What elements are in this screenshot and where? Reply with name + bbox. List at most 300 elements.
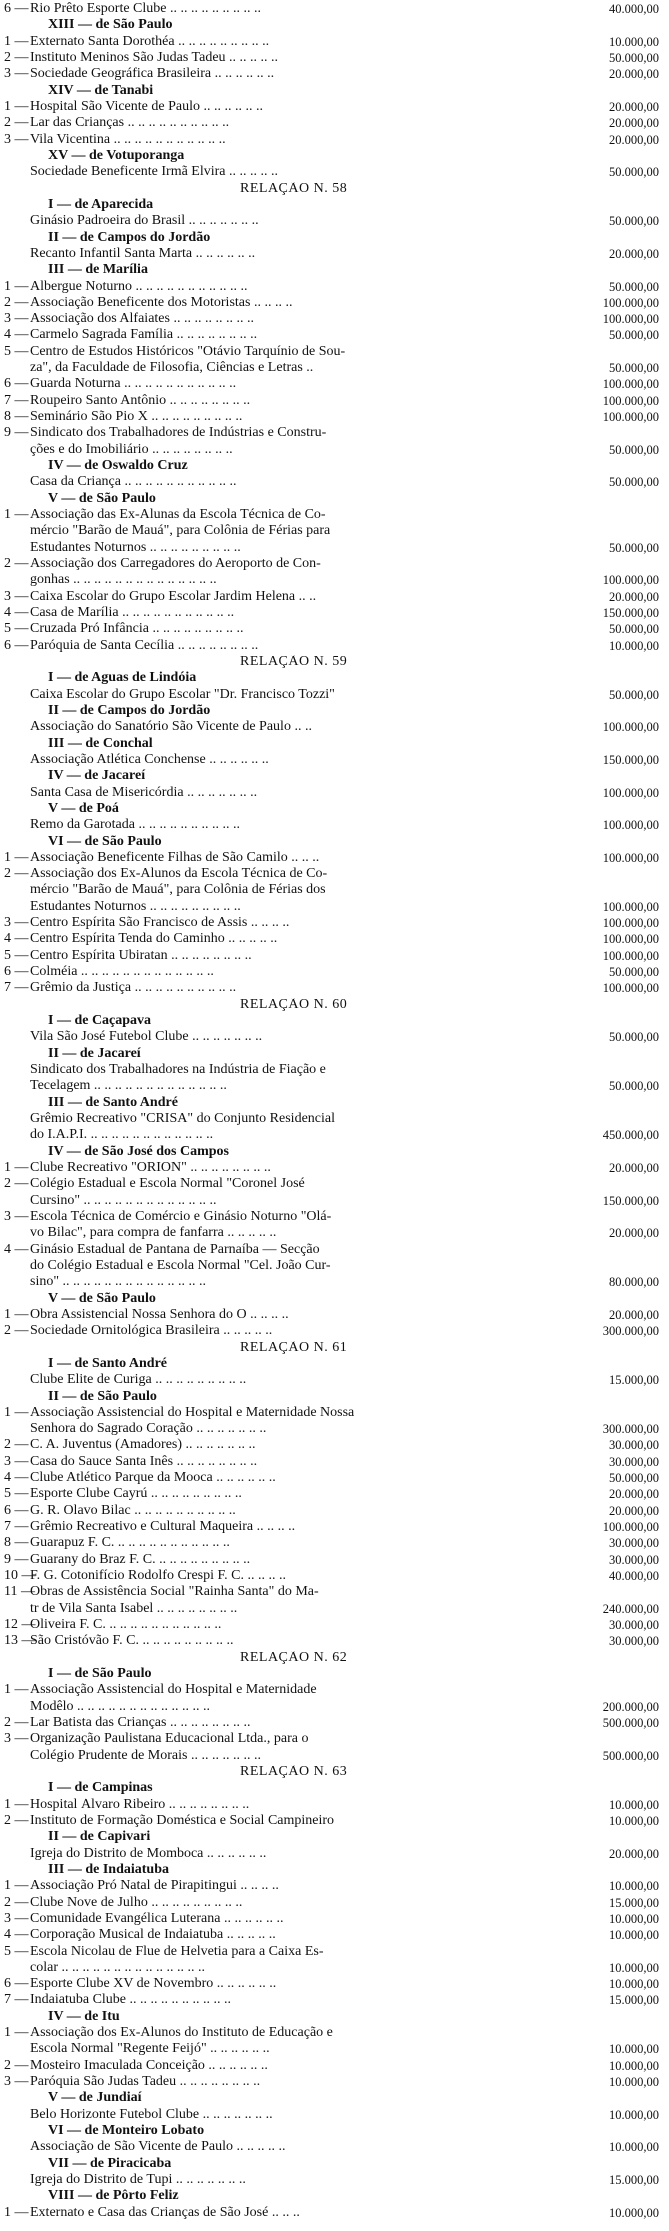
list-item [0, 1553, 669, 1567]
entity-name: Tecelagem .. .. .. .. .. .. .. .. .. .. .. .. .. [30, 1079, 227, 1094]
item-number: 3 — [4, 589, 29, 604]
amount-value: 10.000,00 [609, 2205, 659, 2220]
municipality-heading: IV — de Itu [48, 2009, 120, 2024]
item-number: 7 — [4, 981, 29, 996]
entity-name: Indaiatuba Clube .. .. .. .. .. .. .. .. .. .. [30, 1993, 232, 2008]
amount-value: 50.000,00 [609, 328, 659, 343]
municipality-heading: I — de Aguas de Lindóia [48, 671, 197, 686]
list-item [0, 1177, 669, 1191]
list-item [0, 1487, 669, 1501]
amount-value: 10.000,00 [609, 2042, 659, 2057]
amount-value: 20.000,00 [609, 116, 659, 131]
relation-heading [0, 998, 669, 1012]
list-item-continuation [0, 1961, 669, 1975]
list-item [0, 2108, 669, 2122]
entity-name: do Colégio Estadual e Escola Normal "Cel. João Cur- [30, 1258, 331, 1273]
list-item [0, 1210, 669, 1224]
amount-value: 20.000,00 [609, 1160, 659, 1175]
amount-value: 50.000,00 [609, 1079, 659, 1094]
amount-value: 10.000,00 [609, 2107, 659, 2122]
item-number: 3 — [4, 1209, 29, 1224]
entity-name: Seminário São Pio X .. .. .. .. .. .. .. .. .. [30, 410, 243, 425]
item-number: 2 — [4, 1715, 29, 1730]
list-item [0, 165, 669, 179]
entity-name: Clube Recreativo "ORION" .. .. .. .. .. .. .. .. [30, 1160, 271, 1175]
relation-title: RELAÇÃO N. 59 [240, 654, 348, 669]
entity-name: Associação Beneficente dos Motoristas .. .. .. .. [30, 295, 293, 310]
municipality-heading: VII — de Piracicaba [48, 2156, 172, 2171]
entity-name: Escola Técnica de Comércio e Ginásio Noturno "Olá- [30, 1209, 332, 1224]
list-item [0, 1030, 669, 1044]
entity-name: Sociedade Beneficente Irmã Elvira .. .. .. .. .. [30, 165, 279, 180]
list-item-continuation [0, 1259, 669, 1273]
amount-value: 10.000,00 [609, 34, 659, 49]
entity-name: Obras de Assistência Social "Rainha Santa" do Ma- [30, 1585, 319, 1600]
list-item [0, 949, 669, 963]
entity-name: Centro Espírita São Francisco de Assis .. .. .. .. [30, 916, 290, 931]
list-item-continuation [0, 1749, 669, 1763]
list-item [0, 100, 669, 114]
amount-value: 50.000,00 [609, 475, 659, 490]
amount-value: 100.000,00 [602, 410, 659, 425]
item-number: 1 — [4, 1405, 29, 1420]
list-item [0, 394, 669, 408]
list-item-continuation [0, 1602, 669, 1616]
list-item [0, 508, 669, 522]
list-item [0, 2075, 669, 2089]
amount-value: 10.000,00 [609, 1879, 659, 1894]
entity-name: Associação do Sanatório São Vicente de Paulo .. .. [30, 720, 312, 735]
section-heading [0, 2010, 669, 2024]
item-number: 1 — [4, 1879, 29, 1894]
list-item [0, 916, 669, 930]
entity-name: G. R. Olavo Bilac .. .. .. .. .. .. .. .. .. .. [30, 1503, 236, 1518]
list-item-continuation [0, 883, 669, 897]
list-item [0, 720, 669, 734]
entity-name: Clube Elite de Curiga .. .. .. .. .. .. .. .. .. [30, 1373, 247, 1388]
list-item-continuation [0, 900, 669, 914]
entity-name: Escola Normal "Regente Feijó" .. .. .. .. .. .. [30, 2042, 270, 2057]
entity-name: za", da Faculdade de Filosofia, Ciências e Letras .. [30, 361, 314, 376]
list-item [0, 280, 669, 294]
amount-value: 100.000,00 [602, 785, 659, 800]
item-number: 10 — [4, 1569, 36, 1584]
entity-name: Instituto de Formação Doméstica e Social Campineiro [30, 1813, 335, 1828]
entity-name: Associação Pró Natal de Pirapitingui .. .. .. .. [30, 1879, 279, 1894]
municipality-heading: VI — de Monteiro Lobato [48, 2124, 205, 2139]
item-number: 6 — [4, 377, 29, 392]
item-number: 2 — [4, 50, 29, 65]
amount-value: 20.000,00 [609, 1226, 659, 1241]
section-heading [0, 18, 669, 32]
item-number: 13 — [4, 1634, 36, 1649]
list-item [0, 688, 669, 702]
amount-value: 30.000,00 [609, 1536, 659, 1551]
entity-name: sino" .. .. .. .. .. .. .. .. .. .. .. .. .. .. [30, 1275, 207, 1290]
amount-value: 20.000,00 [609, 99, 659, 114]
amount-value: 300.000,00 [602, 1324, 659, 1339]
list-item [0, 1879, 669, 1893]
entity-name: ções e do Imobiliário .. .. .. .. .. .. .. .. [30, 442, 233, 457]
municipality-heading: III — de Conchal [48, 736, 153, 751]
list-item [0, 1569, 669, 1583]
section-heading [0, 149, 669, 163]
municipality-heading: IV — de Jacareí [48, 769, 146, 784]
municipality-heading: II — de Jacareí [48, 1046, 141, 1061]
amount-value: 150.000,00 [602, 605, 659, 620]
list-item [0, 1683, 669, 1697]
item-number: 8 — [4, 410, 29, 425]
amount-value: 50.000,00 [609, 540, 659, 555]
item-number: 1 — [4, 34, 29, 49]
item-number: 1 — [4, 1160, 29, 1175]
amount-value: 150.000,00 [602, 1193, 659, 1208]
amount-value: 50.000,00 [609, 279, 659, 294]
item-number: 2 — [4, 116, 29, 131]
municipality-heading: II — de Campos do Jordão [48, 230, 211, 245]
item-number: 2 — [4, 2058, 29, 2073]
entity-name: Associação dos Ex-Alunos da Escola Técnica de Co- [30, 867, 328, 882]
list-item-continuation [0, 1422, 669, 1436]
entity-name: Lar das Crianças .. .. .. .. .. .. .. .. .. .. [30, 116, 230, 131]
section-heading [0, 1292, 669, 1306]
entity-name: Organização Paulistana Educacional Ltda., para o [30, 1732, 309, 1747]
amount-value: 10.000,00 [609, 1960, 659, 1975]
item-number: 2 — [4, 1813, 29, 1828]
entity-name: Centro de Estudos Históricos "Otávio Tarquínio de Sou- [30, 344, 346, 359]
section-heading [0, 1390, 669, 1404]
relation-heading [0, 1651, 669, 1665]
entity-name: Obra Assistencial Nossa Senhora do Ó .. .. .. .. [30, 1307, 289, 1322]
list-item [0, 1373, 669, 1387]
entity-name: Esporte Clube XV de Novembro .. .. .. .. .. .. [30, 1977, 277, 1992]
list-item [0, 410, 669, 424]
entity-name: Escola Nicolau de Flue de Helvetia para a Caixa Es- [30, 1944, 324, 1959]
amount-value: 150.000,00 [602, 752, 659, 767]
amount-value: 20.000,00 [609, 132, 659, 147]
relation-title: RELAÇÃO N. 60 [240, 997, 348, 1012]
municipality-heading: I — de Caçapava [48, 1014, 152, 1029]
entity-name: Associação Beneficente Filhas de São Camilo .. .. .. [30, 850, 320, 865]
entity-name: Instituto Meninos São Judas Tadeu .. .. .. .. .. [30, 50, 279, 65]
amount-value: 30.000,00 [609, 1552, 659, 1567]
relation-title: RELAÇÃO N. 58 [240, 181, 348, 196]
municipality-heading: II — de Capivari [48, 1830, 151, 1845]
list-item [0, 1324, 669, 1338]
municipality-heading: III — de Marília [48, 263, 148, 278]
section-heading [0, 2091, 669, 2105]
entity-name: Senhora do Sagrado Coração .. .. .. .. .. .. .. [30, 1422, 267, 1437]
municipality-heading: V — de Jundiaí [48, 2091, 142, 2106]
item-number: 9 — [4, 426, 29, 441]
entity-name: F. G. Cotonifício Rodolfo Crespi F. C. .. .. .. .. [30, 1569, 286, 1584]
list-item [0, 1406, 669, 1420]
entity-name: Santa Casa de Misericórdia .. .. .. .. .. .. .. [30, 785, 258, 800]
municipality-heading: III — de Santo André [48, 1095, 178, 1110]
section-heading [0, 84, 669, 98]
amount-value: 10.000,00 [609, 2140, 659, 2155]
entity-name: Casa da Criança .. .. .. .. .. .. .. .. .. .. .. [30, 475, 237, 490]
list-item [0, 1063, 669, 1077]
list-item-continuation [0, 1226, 669, 1240]
item-number: 3 — [4, 312, 29, 327]
list-item [0, 1732, 669, 1746]
list-item [0, 1977, 669, 1991]
item-number: 4 — [4, 328, 29, 343]
item-number: 3 — [4, 2075, 29, 2090]
amount-value: 20.000,00 [609, 1307, 659, 1322]
entity-name: Associação dos Alfaiates .. .. .. .. .. .. .. .. [30, 312, 254, 327]
entity-name: Belo Horizonte Futebol Clube .. .. .. .. .. .. .. [30, 2107, 273, 2122]
list-item [0, 2140, 669, 2154]
entity-name: Remo da Garotada .. .. .. .. .. .. .. .. .. .. [30, 818, 240, 833]
entity-name: Lar Batista das Crianças .. .. .. .. .. .. .. .. [30, 1715, 251, 1730]
list-item [0, 475, 669, 489]
item-number: 1 — [4, 2205, 29, 2220]
section-heading [0, 492, 669, 506]
entity-name: Clube Atlético Parque da Mooca .. .. .. .. .. .. [30, 1471, 276, 1486]
entity-name: Externato Santa Dorothéa .. .. .. .. .. .. .. .. .. [30, 34, 270, 49]
item-number: 2 — [4, 1895, 29, 1910]
entity-name: Casa do Sauce Santa Inês .. .. .. .. .. .. .. .. [30, 1454, 258, 1469]
item-number: 4 — [4, 1471, 29, 1486]
amount-value: 80.000,00 [609, 1275, 659, 1290]
list-item [0, 116, 669, 130]
municipality-heading: II — de Campos do Jordão [48, 703, 211, 718]
relation-title: RELAÇÃO N. 62 [240, 1650, 348, 1665]
entity-name: Associação das Ex-Alunas da Escola Técnica de Co- [30, 508, 326, 523]
section-heading [0, 1863, 669, 1877]
entity-name: Roupeiro Santo Antônio .. .. .. .. .. .. .. .. [30, 393, 251, 408]
item-number: 2 — [4, 557, 29, 571]
amount-value: 100.000,00 [602, 948, 659, 963]
amount-value: 100.000,00 [602, 720, 659, 735]
section-heading [0, 1096, 669, 1110]
amount-value: 30.000,00 [609, 1634, 659, 1649]
list-item [0, 965, 669, 979]
entity-name: Ginásio Estadual de Pantana de Parnaíba — Secção [30, 1242, 320, 1257]
entity-name: Grêmio da Justiça .. .. .. .. .. .. .. .. .. .. [30, 981, 237, 996]
section-heading [0, 459, 669, 473]
item-number: 4 — [4, 605, 29, 620]
entity-name: Recanto Infantil Santa Marta .. .. .. .. .. .. [30, 246, 256, 261]
amount-value: 10.000,00 [609, 1911, 659, 1926]
relation-heading [0, 1341, 669, 1355]
list-item [0, 1945, 669, 1959]
entity-name: Oliveira F. C. .. .. .. .. .. .. .. .. .. .. .. [30, 1618, 222, 1633]
list-item-continuation [0, 443, 669, 457]
amount-value: 40.000,00 [609, 2, 659, 16]
list-item-continuation [0, 1275, 669, 1289]
amount-value: 50.000,00 [609, 214, 659, 229]
item-number: 1 — [4, 850, 29, 865]
item-number: 7 — [4, 1993, 29, 2008]
entity-name: Associação Atlética Conchense .. .. .. .. .. .. [30, 752, 269, 767]
list-item [0, 1455, 669, 1469]
list-item [0, 214, 669, 228]
amount-value: 15.000,00 [609, 1895, 659, 1910]
item-number: 3 — [4, 916, 29, 931]
entity-name: Externato e Casa das Crianças de São José .. .. .. [30, 2205, 300, 2220]
amount-value: 100.000,00 [602, 850, 659, 865]
item-number: 4 — [4, 1928, 29, 1943]
entity-name: Paróquia São Judas Tadeu .. .. .. .. .. .. .. .. [30, 2075, 261, 2090]
municipality-heading: I — de São Paulo [48, 1667, 152, 1681]
item-number: 2 — [4, 1177, 29, 1192]
list-item [0, 1847, 669, 1861]
municipality-heading: III — de Indaiatuba [48, 1862, 169, 1877]
item-number: 2 — [4, 1438, 29, 1453]
list-item [0, 2173, 669, 2187]
municipality-heading: XIV — de Tanabi [48, 83, 154, 98]
entity-name: Caixa Escolar do Grupo Escolar Jardim Helena .. .. [30, 589, 317, 604]
amount-value: 100.000,00 [602, 573, 659, 588]
entity-name: Casa de Marília .. .. .. .. .. .. .. .. .. .. .. [30, 605, 235, 620]
amount-value: 30.000,00 [609, 1438, 659, 1453]
entity-name: mércio "Barão de Mauá", para Colônia de Férias dos [30, 883, 326, 898]
list-item [0, 932, 669, 946]
amount-value: 50.000,00 [609, 1471, 659, 1486]
section-heading [0, 769, 669, 783]
entity-name: São Cristóvão F. C. .. .. .. .. .. .. .. .. .. [30, 1634, 234, 1649]
list-item [0, 851, 669, 865]
entity-name: do I.A.P.I. .. .. .. .. .. .. .. .. .. .. .. .. [30, 1128, 214, 1143]
entity-name: Hospital Álvaro Ribeiro .. .. .. .. .. .. .. .. [30, 1797, 250, 1812]
entity-name: Associação dos Ex-Alunos do Instituto de Educação e [30, 2026, 333, 2041]
list-item [0, 345, 669, 359]
amount-value: 50.000,00 [609, 165, 659, 180]
section-heading [0, 1781, 669, 1795]
relation-heading [0, 182, 669, 196]
section-heading [0, 231, 669, 245]
list-item [0, 377, 669, 391]
list-item-continuation [0, 1128, 669, 1142]
entity-name: gonhas .. .. .. .. .. .. .. .. .. .. .. .. .. .. [30, 573, 217, 588]
list-item [0, 590, 669, 604]
amount-value: 50.000,00 [609, 687, 659, 702]
entity-name: mércio "Barão de Mauá", para Colônia de Férias para [30, 524, 331, 539]
amount-value: 20.000,00 [609, 67, 659, 82]
section-heading [0, 1047, 669, 1061]
entity-name: Carmelo Sagrada Família .. .. .. .. .. .. .. .. [30, 328, 258, 343]
entity-name: Sociedade Ornitológica Brasileira .. .. .. .. .. [30, 1324, 273, 1339]
list-item [0, 867, 669, 881]
list-item [0, 312, 669, 326]
list-item [0, 1471, 669, 1485]
list-item-continuation [0, 1700, 669, 1714]
list-item [0, 1814, 669, 1828]
amount-value: 10.000,00 [609, 1977, 659, 1992]
amount-value: 100.000,00 [602, 916, 659, 931]
amount-value: 10.000,00 [609, 1813, 659, 1828]
entity-name: Modêlo .. .. .. .. .. .. .. .. .. .. .. .. .. [30, 1699, 211, 1714]
section-heading [0, 1145, 669, 1159]
amount-value: 10.000,00 [609, 1928, 659, 1943]
item-number: 3 — [4, 1911, 29, 1926]
entity-name: Ginásio Padroeira do Brasil .. .. .. .. .. .. .. [30, 214, 259, 229]
list-item-continuation [0, 524, 669, 538]
item-number: 5 — [4, 622, 29, 637]
amount-value: 20.000,00 [609, 246, 659, 261]
list-item-continuation [0, 541, 669, 555]
entity-name: Vila Vicentina .. .. .. .. .. .. .. .. .. .. .. [30, 132, 226, 147]
amount-value: 50.000,00 [609, 1030, 659, 1045]
entity-name: Sindicato dos Trabalhadores de Indústrias e Constru- [30, 426, 327, 441]
list-item [0, 1243, 669, 1257]
entity-name: Caixa Escolar do Grupo Escolar "Dr. Francisco Tozzi" [30, 687, 335, 702]
entity-name: Colégio Estadual e Escola Normal "Coronel José [30, 1177, 305, 1192]
municipality-heading: XV — de Votuporanga [48, 148, 185, 163]
item-number: 1 — [4, 2026, 29, 2041]
list-item [0, 786, 669, 800]
list-item [0, 753, 669, 767]
entity-name: Rio Prêto Esporte Clube .. .. .. .. .. .. .. .. .. [30, 2, 261, 16]
list-item [0, 328, 669, 342]
section-heading [0, 835, 669, 849]
amount-value: 15.000,00 [609, 1993, 659, 2008]
item-number: 1 — [4, 1797, 29, 1812]
entity-name: Grêmio Recreativo "CRISA" do Conjunto Residencial [30, 1112, 335, 1126]
list-item [0, 35, 669, 49]
entity-name: Associação Assistencial do Hospital e Maternidade [30, 1683, 317, 1698]
entity-name: Igreja do Distrito de Tupi .. .. .. .. .. .. .. [30, 2173, 246, 2188]
municipality-heading: I — de Aparecida [48, 197, 154, 212]
section-heading [0, 2157, 669, 2171]
section-heading [0, 2124, 669, 2138]
item-number: 3 — [4, 1454, 29, 1469]
amount-value: 100.000,00 [602, 312, 659, 327]
list-item [0, 1585, 669, 1599]
section-heading [0, 737, 669, 751]
municipality-heading: II — de São Paulo [48, 1389, 157, 1404]
item-number: 9 — [4, 1552, 29, 1567]
section-heading [0, 2189, 669, 2203]
item-number: 6 — [4, 965, 29, 980]
amount-value: 40.000,00 [609, 1569, 659, 1584]
entity-name: Associação dos Carregadores do Aeroporto de Con- [30, 557, 321, 571]
amount-value: 100.000,00 [602, 818, 659, 833]
list-item [0, 2, 669, 16]
item-number: 5 — [4, 948, 29, 963]
list-item-continuation [0, 361, 669, 375]
amount-value: 100.000,00 [602, 393, 659, 408]
section-heading [0, 704, 669, 718]
item-number: 12 — [4, 1618, 36, 1633]
entity-name: Grêmio Recreativo e Cultural Maqueira .. .. .. .. [30, 1520, 296, 1535]
amount-value: 100.000,00 [602, 899, 659, 914]
list-item [0, 1520, 669, 1534]
section-heading [0, 802, 669, 816]
amount-value: 10.000,00 [609, 638, 659, 653]
item-number: 4 — [4, 1242, 29, 1257]
item-number: 2 — [4, 295, 29, 310]
entity-name: Cursino" .. .. .. .. .. .. .. .. .. .. .. .. .. [30, 1193, 217, 1208]
amount-value: 15.000,00 [609, 1373, 659, 1388]
list-item [0, 1716, 669, 1730]
entity-name: Colméia .. .. .. .. .. .. .. .. .. .. .. .. .. [30, 965, 214, 980]
entity-name: Clube Nove de Julho .. .. .. .. .. .. .. .. .. [30, 1895, 243, 1910]
list-item [0, 51, 669, 65]
entity-name: Mosteiro Imaculada Conceição .. .. .. .. .. .. [30, 2058, 268, 2073]
amount-value: 30.000,00 [609, 1618, 659, 1633]
item-number: 5 — [4, 344, 29, 359]
item-number: 7 — [4, 393, 29, 408]
list-item [0, 1438, 669, 1452]
list-item [0, 1896, 669, 1910]
list-item [0, 557, 669, 571]
entity-name: Estudantes Noturnos .. .. .. .. .. .. .. .. .. [30, 899, 241, 914]
list-item [0, 639, 669, 653]
